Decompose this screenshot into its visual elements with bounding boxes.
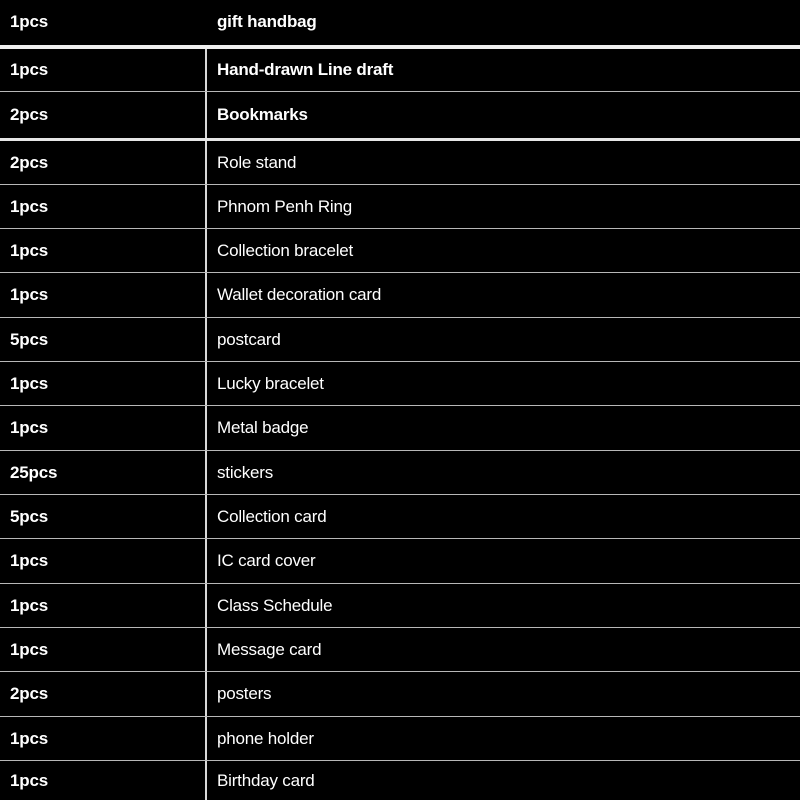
table-row (0, 141, 800, 184)
table-row (0, 92, 800, 138)
item-name-cell: Collection bracelet (217, 240, 354, 260)
item-name-cell: postcard (217, 329, 281, 349)
item-name-cell: Role stand (217, 152, 297, 172)
item-name-cell: Message card (217, 639, 322, 659)
table-row (0, 672, 800, 716)
quantity-cell: 2pcs (0, 141, 207, 184)
item-name-cell: gift handbag (217, 12, 317, 31)
item-name-cell: Class Schedule (217, 595, 333, 615)
quantity-cell: 1pcs (0, 185, 207, 228)
table-row (0, 584, 800, 627)
table-row (0, 406, 800, 450)
quantity-cell: 5pcs (0, 495, 207, 538)
table-row (0, 495, 800, 538)
item-name-cell: IC card cover (217, 551, 316, 570)
item-name-cell: stickers (217, 462, 274, 482)
table-row (0, 0, 800, 44)
table-row (0, 229, 800, 272)
item-name-cell: phone holder (217, 728, 314, 748)
quantity-cell: 1pcs (0, 761, 207, 800)
item-name-cell: Phnom Penh Ring (217, 196, 352, 216)
table-row (0, 451, 800, 494)
quantity-cell: 1pcs (0, 628, 207, 671)
quantity-cell: 2pcs (0, 92, 207, 138)
quantity-cell: 5pcs (0, 318, 207, 361)
table-row (0, 318, 800, 361)
quantity-cell: 1pcs (0, 539, 207, 583)
item-name-cell: Lucky bracelet (217, 373, 324, 393)
table-row (0, 761, 800, 800)
quantity-cell: 1pcs (0, 717, 207, 760)
quantity-cell: 1pcs (0, 406, 207, 450)
quantity-cell: 1pcs (0, 362, 207, 405)
table-row (0, 49, 800, 91)
quantity-cell: 25pcs (0, 451, 207, 494)
table-row (0, 539, 800, 583)
item-name-cell: Wallet decoration card (217, 285, 382, 304)
quantity-cell: 1pcs (0, 584, 207, 627)
item-name-cell: Metal badge (217, 418, 309, 437)
item-name-cell: Hand-drawn Line draft (217, 60, 394, 79)
item-name-cell: posters (217, 684, 272, 703)
table-row (0, 273, 800, 317)
table-row (0, 717, 800, 760)
table-row (0, 362, 800, 405)
table-row (0, 628, 800, 671)
item-name-cell: Birthday card (217, 770, 315, 790)
quantity-cell: 1pcs (0, 273, 207, 317)
table-row (0, 185, 800, 228)
item-name-cell: Bookmarks (217, 105, 308, 124)
quantity-cell: 1pcs (0, 229, 207, 272)
quantity-cell: 1pcs (10, 12, 48, 31)
item-name-cell: Collection card (217, 506, 327, 526)
quantity-cell: 1pcs (0, 49, 207, 91)
quantity-cell: 2pcs (0, 672, 207, 716)
